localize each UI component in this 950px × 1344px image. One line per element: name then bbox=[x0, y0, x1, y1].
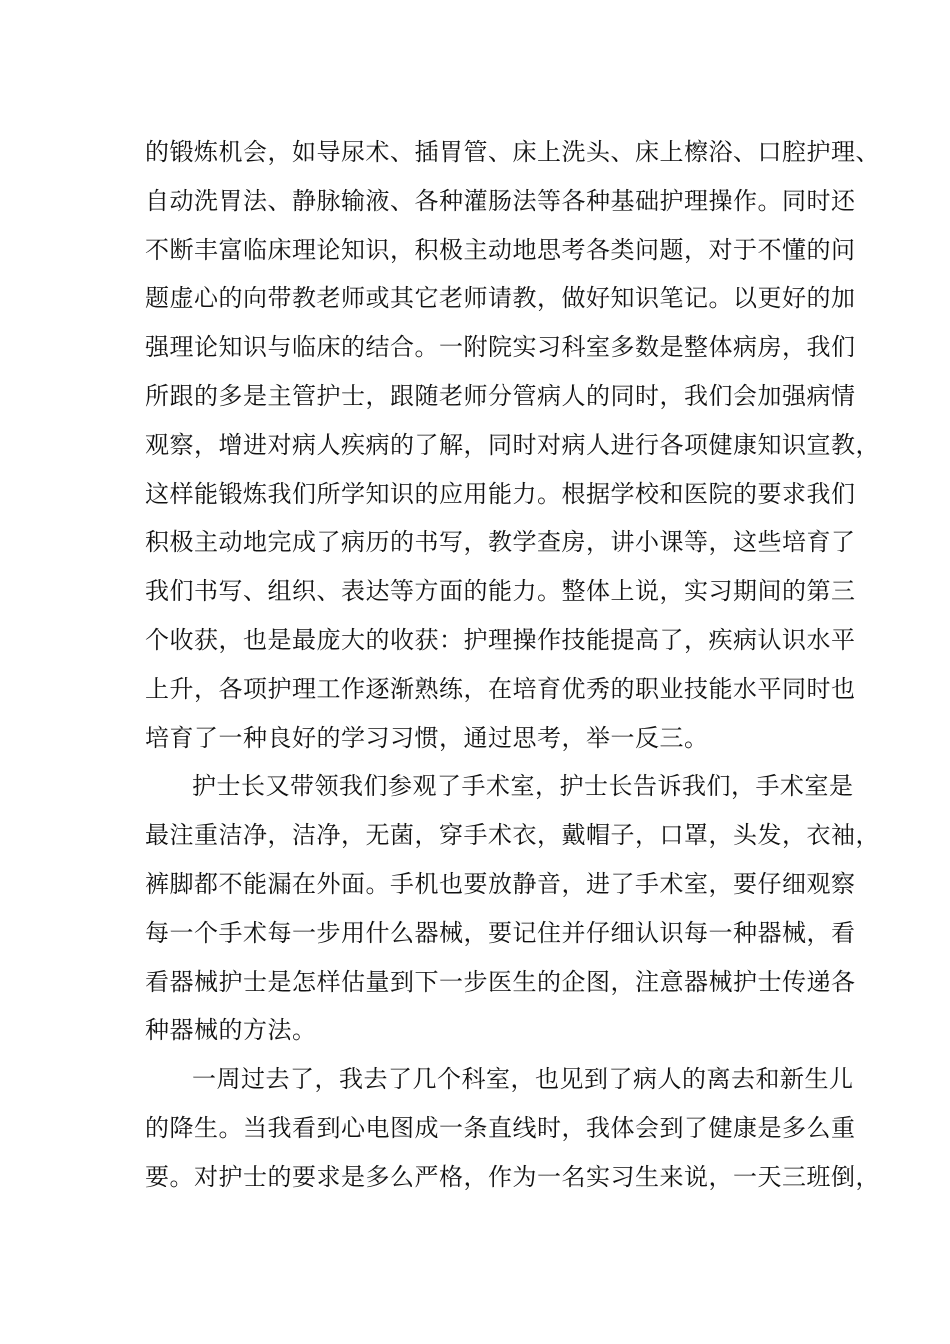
text-line: 看器械护士是怎样估量到下一步医生的企图，注意器械护士传递各 bbox=[145, 967, 856, 996]
text-line: 最注重洁净，洁净，无菌，穿手术衣，戴帽子，口罩，头发，衣袖， bbox=[145, 821, 880, 850]
text-line: 要。对护士的要求是多么严格，作为一名实习生来说，一天三班倒， bbox=[145, 1162, 880, 1191]
text-line: 个收获，也是最庞大的收获：护理操作技能提高了，疾病认识水平 bbox=[145, 625, 856, 654]
text-line: 的锻炼机会，如导尿术、插胃管、床上洗头、床上檫浴、口腔护理、 bbox=[145, 138, 880, 166]
text-line: 自动洗胃法、静脉输液、各种灌肠法等各种基础护理操作。同时还 bbox=[145, 186, 856, 215]
text-line: 所跟的多是主管护士，跟随老师分管病人的同时，我们会加强病情 bbox=[145, 381, 856, 410]
text-line: 每一个手术每一步用什么器械，要记住并仔细认识每一种器械，看 bbox=[145, 918, 856, 947]
text-line: 强理论知识与临床的结合。一附院实习科室多数是整体病房，我们 bbox=[145, 333, 856, 362]
text-line: 我们书写、组织、表达等方面的能力。整体上说，实习期间的第三 bbox=[145, 577, 856, 606]
text-line: 裤脚都不能漏在外面。手机也要放静音，进了手术室，要仔细观察 bbox=[145, 869, 856, 898]
text-line: 观察，增进对病人疾病的了解，同时对病人进行各项健康知识宣教， bbox=[145, 430, 880, 459]
text-line: 题虚心的向带教老师或其它老师请教，做好知识笔记。以更好的加 bbox=[145, 284, 856, 313]
text-line: 上升，各项护理工作逐渐熟练，在培育优秀的职业技能水平同时也 bbox=[145, 674, 856, 703]
text-line: 种器械的方法。 bbox=[145, 1016, 317, 1045]
text-line: 的降生。当我看到心电图成一条直线时，我体会到了健康是多么重 bbox=[145, 1113, 856, 1142]
text-line: 积极主动地完成了病历的书写，教学查房，讲小课等，这些培育了 bbox=[145, 528, 856, 557]
text-line: 培育了一种良好的学习习惯，通过思考，举一反三。 bbox=[145, 723, 709, 752]
text-line: 这样能锻炼我们所学知识的应用能力。根据学校和医院的要求我们 bbox=[145, 479, 856, 508]
text-line: 不断丰富临床理论知识，积极主动地思考各类问题，对于不懂的问 bbox=[145, 235, 856, 264]
paragraph-start-line: 护士长又带领我们参观了手术室，护士长告诉我们，手术室是 bbox=[192, 772, 854, 801]
body-text bbox=[145, 128, 880, 1202]
paragraph-start-line: 一周过去了，我去了几个科室，也见到了病人的离去和新生儿 bbox=[192, 1065, 854, 1094]
